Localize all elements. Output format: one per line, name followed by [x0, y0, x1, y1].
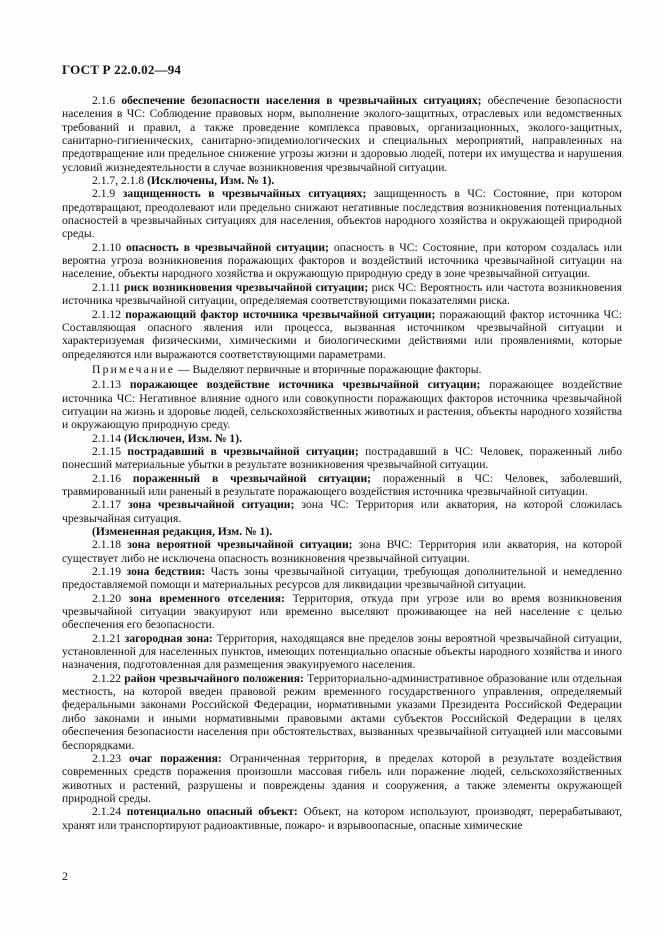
item-number: 2.1.9 — [92, 187, 116, 201]
item-2-1-13 — [62, 378, 622, 431]
item-number: 2.1.21 — [92, 631, 121, 645]
item-2-1-12 — [62, 308, 622, 361]
item-number: 2.1.18 — [92, 538, 121, 552]
item-2-1-9 — [62, 187, 622, 240]
item-term: (Исключен, Изм. № 1). — [123, 431, 242, 445]
note-label: Примечание — [92, 362, 176, 376]
item-2-1-10 — [62, 241, 622, 281]
item-text: пострадавший в ЧС: Человек, пораженный либо понесший материальные убытки в результате возникновения чрезвычайной ситуации. — [62, 444, 622, 472]
item-text: Территория, откуда при угрозе или во время возникновения чрезвычайной ситуации эвакуируют или временно выселяют проживающее на ней население с целью обеспечения его безопасности. — [62, 591, 623, 632]
item-number: 2.1.22 — [92, 671, 121, 685]
item-number: 2.1.24 — [92, 805, 121, 819]
item-term: загородная зона: — [124, 631, 213, 645]
item-2-1-11 — [62, 281, 622, 308]
item-text: пораженный в ЧС: Человек, заболевший, травмированный или раненый в результате поражающего воздействия источника чрезвычайной ситуации. — [62, 471, 622, 498]
item-term: пострадавший в чрезвычайной ситуации; — [127, 444, 359, 458]
item-number: 2.1.13 — [92, 378, 121, 392]
item-term: обеспечение безопасности населения в чрезвычайных ситуациях; — [121, 94, 482, 107]
item-number: 2.1.6 — [92, 94, 116, 107]
item-number: 2.1.17 — [92, 498, 121, 512]
item-number: 2.1.19 — [92, 565, 121, 579]
item-text: обеспечение безопасности населения в ЧС: Соблюдение правовых норм, выполнение эколого-защитных, отраслевых или ведомственных требований и правил, а также проведение комплекса правовых, организационных, эколого-защитных, санитарно-гигиенических, санитарно-эпидемиологических и специальных мероприятий, направленных на предотвращение или предельное снижение угрозы жизни и здоровью людей, потери их имущества и нарушения условий жизнедеятельности в случае возникновения чрезвычайной ситуации. — [62, 94, 622, 174]
item-term: поражающее воздействие источника чрезвычайной ситуации; — [129, 378, 481, 392]
item-2-1-21 — [62, 632, 622, 672]
item-term: риск возникновения чрезвычайной ситуации; — [124, 280, 369, 294]
item-text: опасность в ЧС: Состояние, при котором создалась или вероятна угроза возникновения поражающих факторов и воздействий источника чрезвычайной ситуации на население, объекты народного хозяйства и окружающую природную среду в зоне чрезвычайной ситуации. — [62, 240, 623, 281]
item-text: зона ВЧС: Территория или акватория, на которой существует либо не исключена опасность возникновения чрезвычайной ситуации. — [62, 538, 622, 565]
item-2-1-19 — [62, 565, 622, 592]
item-2-1-14 — [62, 432, 622, 445]
item-text: поражающий фактор источника ЧС: Составляющая опасного явления или процесса, вызванная источником чрезвычайной ситуации и характеризуемая физическими, химическими и биологическими действиями или проявлениями, которые определяются или выражаются соответствующими параметрами. — [62, 307, 622, 361]
amendment-note — [62, 525, 622, 538]
item-text: Ограниченная территория, в пределах которой в результате воздействия современных средств поражения произошли массовая гибель или поражение людей, сельскохозяйственных животных и растений, разрушены и повреждены здания и сооружения, а также элементы окружающей природной среды. — [62, 751, 622, 805]
item-number: 2.1.10 — [92, 240, 121, 254]
item-2-1-24 — [62, 805, 622, 832]
item-term: (Измененная редакция, Изм. № 1). — [92, 525, 273, 538]
item-term: очаг поражения: — [129, 751, 222, 765]
item-term: опасность в чрезвычайной ситуации; — [125, 240, 329, 254]
item-text: Часть зоны чрезвычайной ситуации, требующая дополнительной и немедленно предоставляемой помощи и материальных ресурсов для ликвидации чрезвычайной ситуации. — [62, 565, 622, 592]
item-number: 2.1.16 — [92, 471, 121, 485]
item-text: риск ЧС: Вероятность или частота возникновения источника чрезвычайной ситуации, определяемая соответствующими показателями риска. — [62, 280, 622, 308]
item-number: 2.1.12 — [92, 307, 121, 321]
item-text: защищенность в ЧС: Состояние, при котором предотвращают, преодолевают или предельно снижают негативные последствия возникновения потенциальных опасностей в чрезвычайных ситуациях для населения, объектов народного хозяйства и окружающей природной среды. — [62, 187, 622, 241]
item-term: район чрезвычайного положения: — [124, 671, 304, 685]
item-text: Объект, на котором используют, производят, перерабатывают, хранят или транспортируют радиоактивные, пожаро- и взрывоопасные, опасные химические — [62, 805, 622, 832]
item-number: 2.1.23 — [92, 751, 121, 765]
item-text: Территориально-административное образование или отдельная местность, на которой введен правовой режим временного государственного управления, определяемый федеральными законами Российской Федерации, нормативными указами Президента Российской Федерации либо законами и иными нормативными правовыми актами субъектов Российской Федерации в целях обеспечения безопасности населения при обстоятельствах, вызванных чрезвычайной ситуацией или массовыми беспорядками. — [62, 671, 622, 752]
standard-header: ГОСТ Р 22.0.02—94 — [62, 62, 182, 77]
item-term: зона бедствия: — [126, 565, 206, 579]
item-number: 2.1.7, 2.1.8 — [92, 174, 145, 188]
item-term: защищенность в чрезвычайных ситуациях; — [122, 187, 367, 201]
note-text: — Выделяют первичные и вторичные поражающие факторы. — [175, 362, 482, 376]
item-2-1-20 — [62, 592, 622, 632]
item-number: 2.1.14 — [92, 431, 121, 445]
item-text: зона ЧС: Территория или акватория, на которой сложилась чрезвычайная ситуация. — [62, 498, 622, 525]
item-term: потенциально опасный объект: — [126, 805, 298, 819]
note — [62, 363, 622, 376]
item-term: зона чрезвычайной ситуации; — [128, 498, 295, 512]
item-term: пораженный в чрезвычайной ситуации; — [132, 471, 371, 485]
item-term: (Исключены, Изм. № 1). — [147, 174, 275, 188]
item-2-1-22 — [62, 672, 622, 752]
item-term: зона временного отселения: — [128, 591, 285, 605]
item-2-1-17 — [62, 498, 622, 525]
item-text: поражающее воздействие источника ЧС: Негативное влияние одного или совокупности поражающих факторов источника чрезвычайной ситуации на жизнь и здоровье людей, сельскохозяйственных животных и растения, объекты народного хозяйства и окружающую природную среду. — [62, 378, 622, 432]
item-text: Территория, находящаяся вне пределов зоны вероятной чрезвычайной ситуации, установленной для населенных пунктов, имеющих потенциально опасные объекты народного хозяйства и иного назначения, подготовленная для размещения эвакуируемого населения. — [62, 631, 622, 672]
item-2-1-23 — [62, 752, 622, 805]
item-number: 2.1.11 — [92, 280, 121, 294]
item-2-1-16 — [62, 472, 622, 499]
item-number: 2.1.15 — [92, 444, 121, 458]
item-2-1-7-8 — [62, 174, 622, 187]
item-2-1-15 — [62, 445, 622, 472]
item-term: поражающий фактор источника чрезвычайной ситуации; — [125, 307, 436, 321]
item-term: зона вероятной чрезвычайной ситуации; — [127, 538, 353, 552]
item-2-1-6 — [62, 94, 622, 174]
page-number: 2 — [62, 869, 68, 883]
item-2-1-18 — [62, 538, 622, 565]
document-body — [62, 94, 622, 832]
item-number: 2.1.20 — [92, 591, 121, 605]
